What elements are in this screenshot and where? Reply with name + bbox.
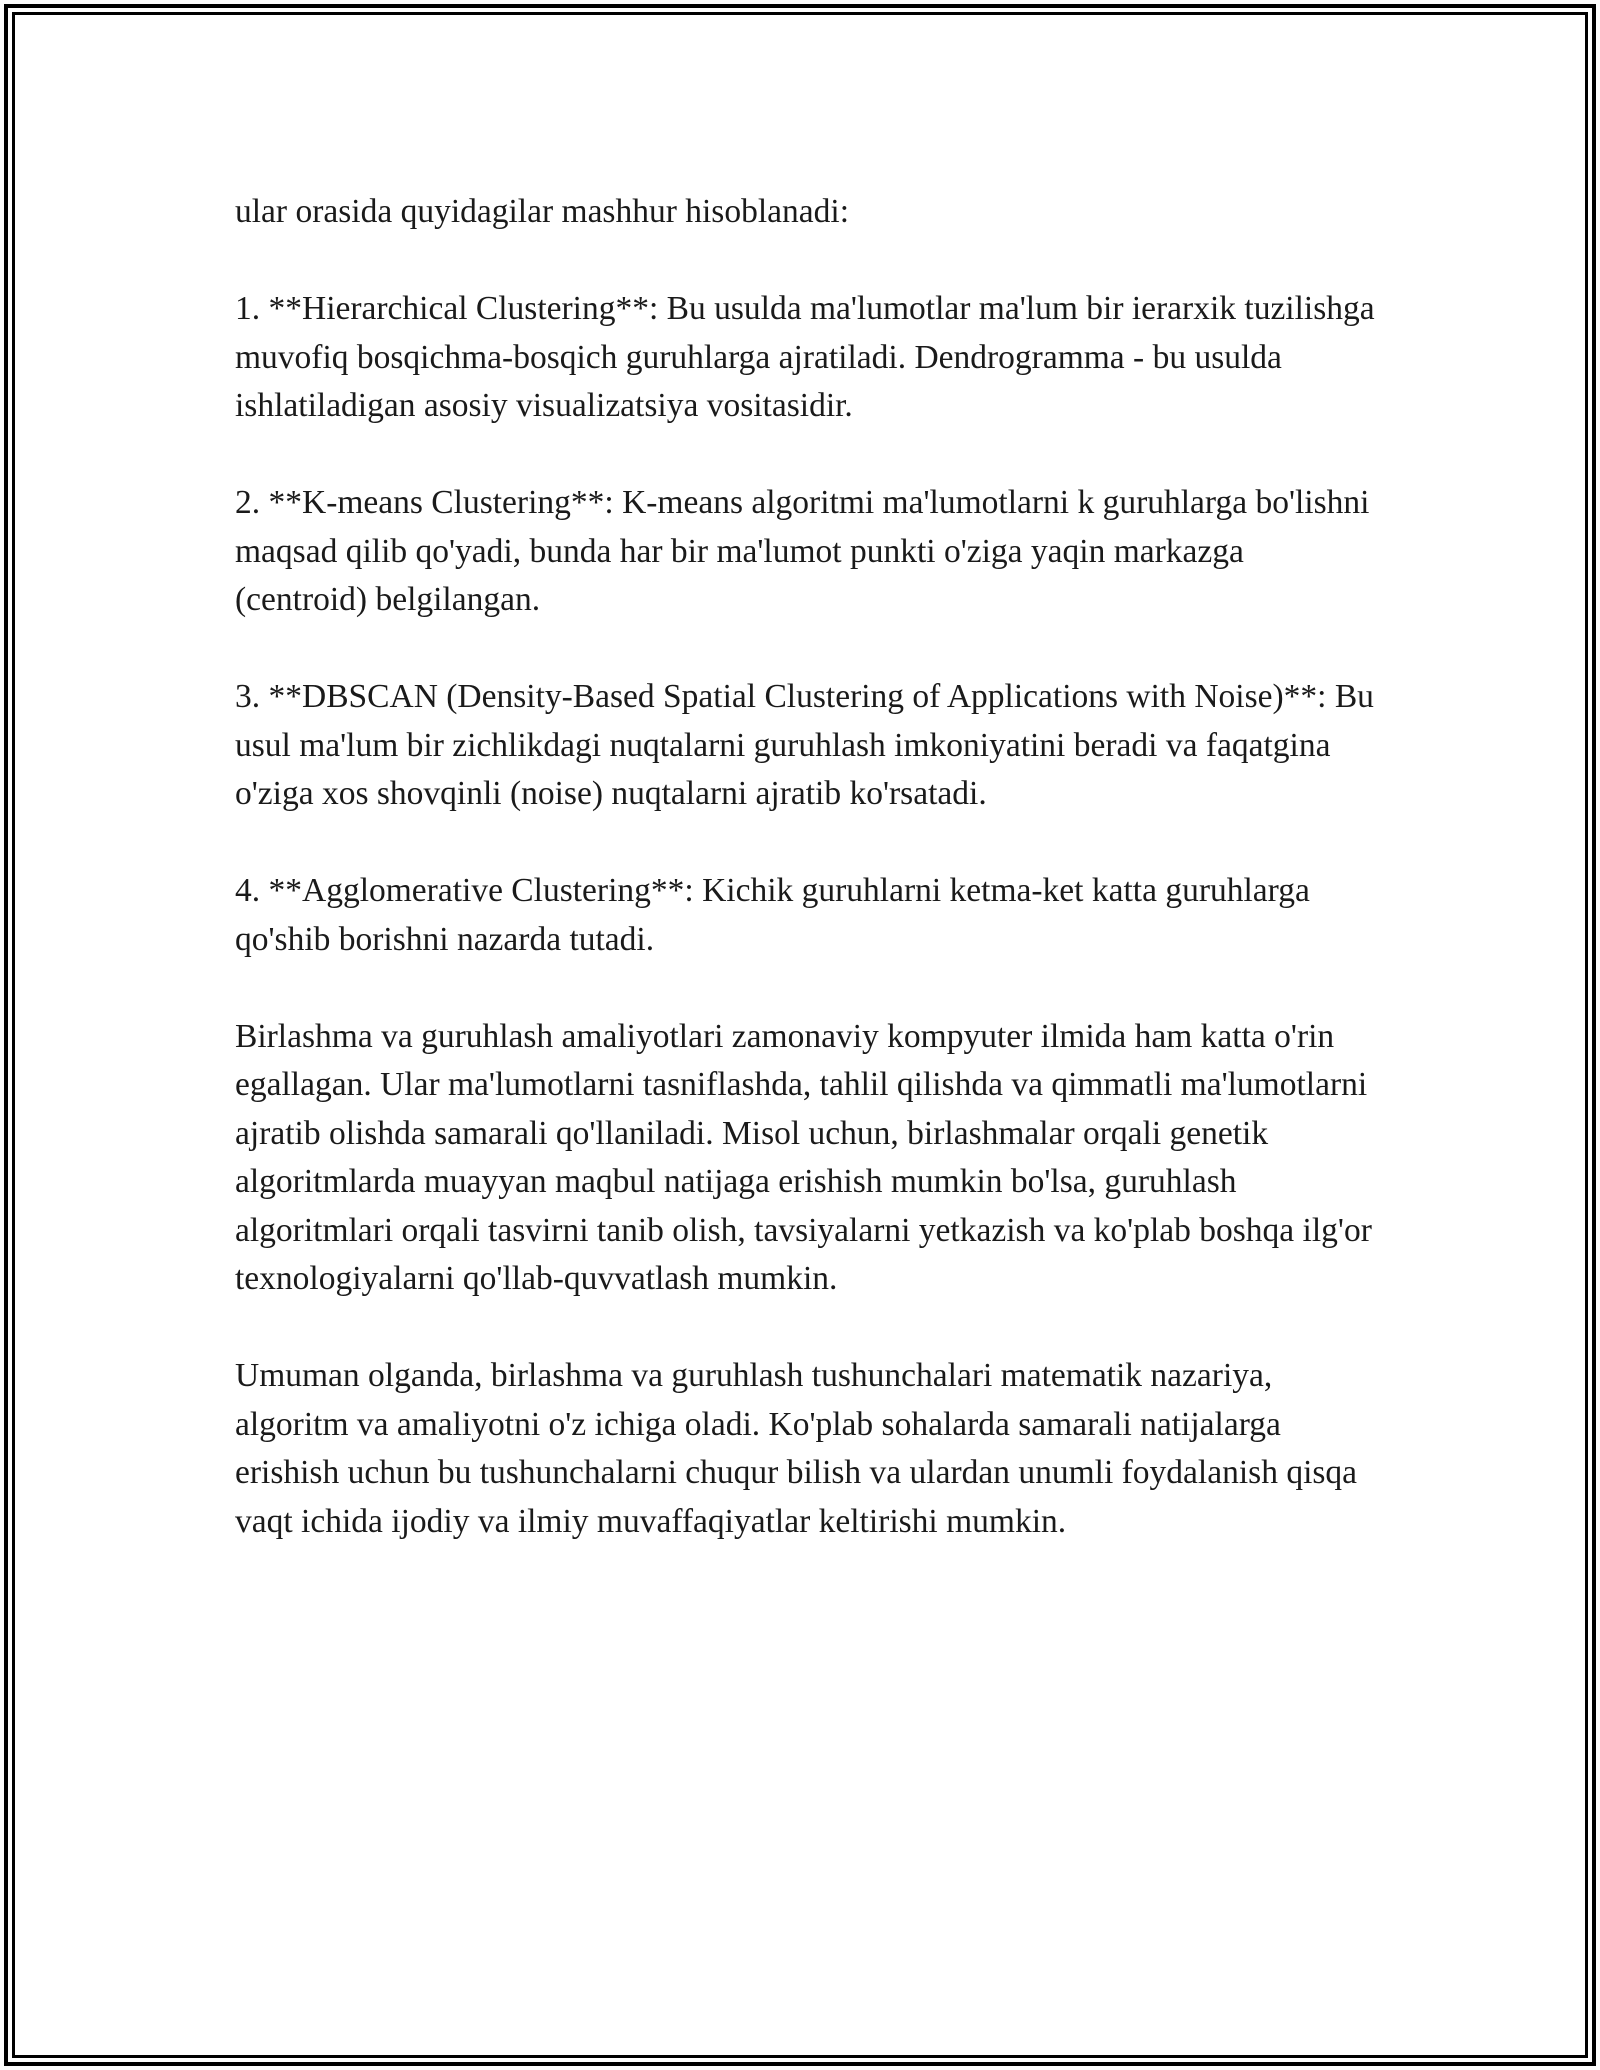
list-item-agglomerative: 4. **Agglomerative Clustering**: Kichik guruhlarni ketma-ket katta guruhlarga qo'shib borishni nazarda tutadi. <box>235 872 1310 958</box>
list-item-kmeans: 2. **K-means Clustering**: K-means algoritmi ma'lumotlarni k guruhlarga bo'lishni maqsad qilib qo'yadi, bunda har bir ma'lumot punkti o'ziga yaqin markazga (centroid) belgilangan. <box>235 484 1370 618</box>
intro-paragraph: ular orasida quyidagilar mashhur hisoblanadi: <box>235 193 850 230</box>
applications-paragraph: Birlashma va guruhlash amaliyotlari zamonaviy kompyuter ilmida ham katta o'rin egallagan. Ular ma'lumotlarni tasniflashda, tahlil qilishda va qimmatli ma'lumotlarni ajratib olishda samarali qo'llaniladi. Misol uchun, birlashmalar orqali genetik algoritmlarda muayyan maqbul natijaga erishish mumkin bo'lsa, guruhlash algoritmlari orqali tasvirni tanib olish, tavsiyalarni yetkazish va ko'plab boshqa ilg'or texnologiyalarni qo'llab-quvvatlash mumkin. <box>235 1017 1372 1297</box>
list-item-hierarchical: 1. **Hierarchical Clustering**: Bu usulda ma'lumotlar ma'lum bir ierarxik tuzilishga muvofiq bosqichma-bosqich guruhlarga ajratiladi. Dendrogramma - bu usulda ishlatiladigan asosiy visualizatsiya vositasidir. <box>235 290 1375 424</box>
document-body <box>235 188 1375 1546</box>
list-item-dbscan: 3. **DBSCAN (Density-Based Spatial Clustering of Applications with Noise)**: Bu usul ma'lum bir zichlikdagi nuqtalarni guruhlash imkoniyatini beradi va faqatgina o'ziga xos shovqinli (noise) nuqtalarni ajratib ko'rsatadi. <box>235 678 1374 812</box>
conclusion-paragraph: Umuman olganda, birlashma va guruhlash tushunchalari matematik nazariya, algoritm va amaliyotni o'z ichiga oladi. Ko'plab sohalarda samarali natijalarga erishish uchun bu tushunchalarni chuqur bilish va ulardan unumli foydalanish qisqa vaqt ichida ijodiy va ilmiy muvaffaqiyatlar keltirishi mumkin. <box>235 1357 1358 1540</box>
